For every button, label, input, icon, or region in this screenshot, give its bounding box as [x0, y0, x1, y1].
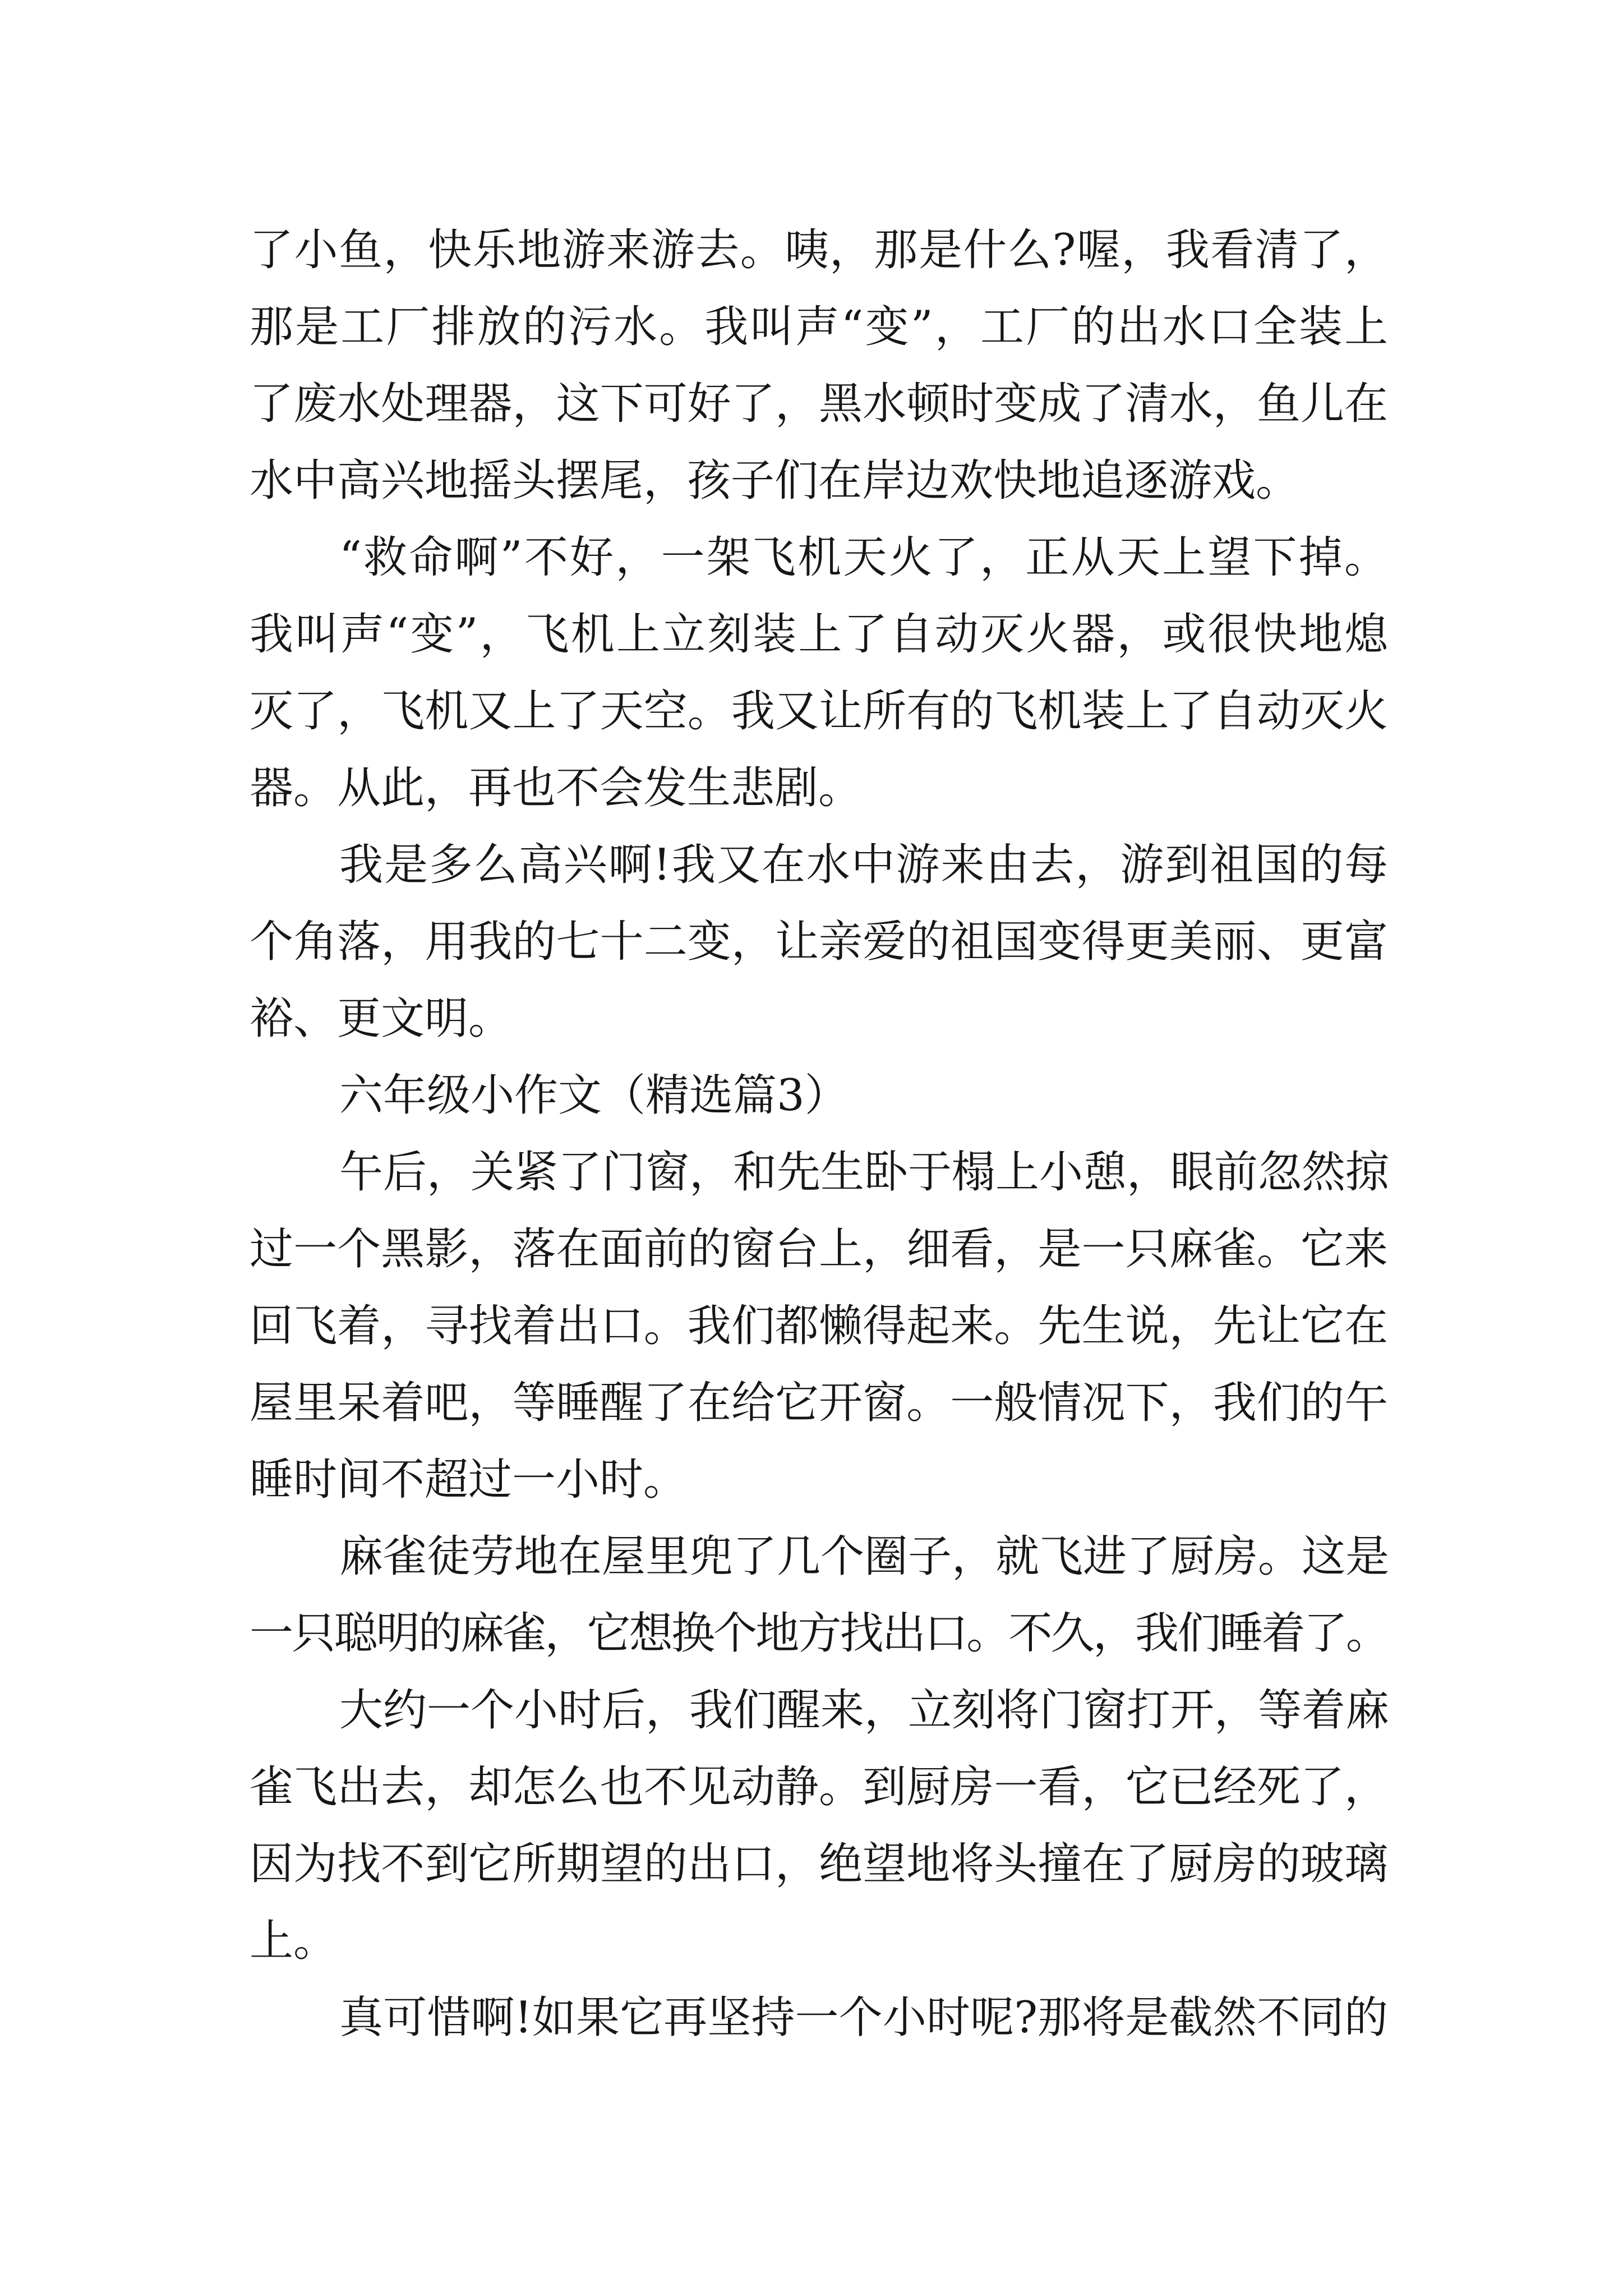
- text-line: 睡时间不超过一小时。: [250, 1455, 688, 1505]
- text-line: “救命啊”不好，一架飞机天火了，正从天上望下掉。: [339, 532, 1388, 583]
- paragraph: [250, 1519, 1388, 1672]
- text-line: 麻雀徒劳地在屋里兜了几个圈子，就飞进了厨房。这是: [339, 1531, 1390, 1582]
- text-line: 了废水处理器，这下可好了，黑水顿时变成了清水，鱼儿在: [250, 379, 1388, 429]
- text-line: 个角落，用我的七十二变，让亲爱的祖国变得更美丽、更富: [250, 917, 1388, 967]
- text-line: 大约一个小时后，我们醒来，立刻将门窗打开，等着麻: [339, 1685, 1390, 1736]
- text-line: 一只聪明的麻雀，它想换个地方找出口。不久，我们睡着了。: [250, 1608, 1388, 1659]
- paragraph: [250, 1134, 1388, 1519]
- text-line: 午后，关紧了门窗，和先生卧于榻上小憩，眼前忽然掠: [339, 1147, 1390, 1198]
- paragraph: [250, 1980, 1388, 2056]
- text-line: 屋里呆着吧，等睡醒了在给它开窗。一般情况下，我们的午: [250, 1378, 1388, 1428]
- section-heading: 六年级小作文（精选篇3）: [339, 1070, 849, 1121]
- text-line: 灭了，飞机又上了天空。我又让所有的飞机装上了自动灭火: [250, 686, 1388, 737]
- paragraph: [250, 212, 1388, 519]
- text-line: 雀飞出去，却怎么也不见动静。到厨房一看，它已经死了，: [250, 1762, 1388, 1812]
- text-line: 器。从此，再也不会发生悲剧。: [250, 763, 863, 813]
- text-line: 我是多么高兴啊!我又在水中游来由去，游到祖国的每: [339, 840, 1388, 890]
- text-line: 那是工厂排放的污水。我叫声“变”，工厂的出水口全装上: [250, 302, 1388, 352]
- text-line: 水中高兴地摇头摆尾，孩子们在岸边欢快地追逐游戏。: [250, 455, 1300, 506]
- paragraph: [250, 1672, 1388, 1980]
- text-line: 上。: [250, 1916, 338, 1966]
- text-line: 裕、更文明。: [250, 993, 513, 1044]
- text-line: 了小鱼，快乐地游来游去。咦，那是什么?喔，我看清了，: [250, 225, 1388, 275]
- text-line: 我叫声“变”，飞机上立刻装上了自动灭火器，或很快地熄: [250, 609, 1388, 660]
- text-line: 因为找不到它所期望的出口，绝望地将头撞在了厨房的玻璃: [250, 1839, 1388, 1889]
- text-line: 过一个黑影，落在面前的窗台上，细看，是一只麻雀。它来: [250, 1224, 1388, 1274]
- paragraph: [250, 827, 1388, 1057]
- paragraph: [250, 519, 1388, 827]
- text-line: 真可惜啊!如果它再坚持一个小时呢?那将是截然不同的: [339, 1993, 1388, 2043]
- body-text: [250, 212, 1388, 2056]
- text-line: 回飞着，寻找着出口。我们都懒得起来。先生说，先让它在: [250, 1301, 1388, 1351]
